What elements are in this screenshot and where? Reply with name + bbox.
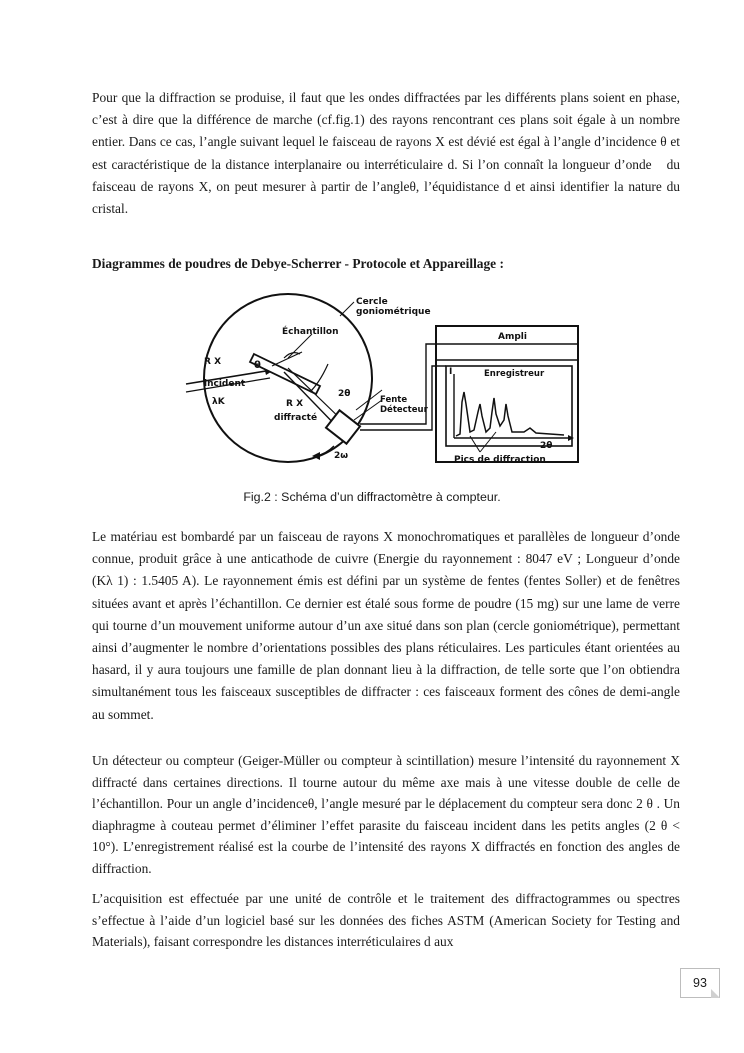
page-number-box bbox=[680, 968, 720, 998]
text-line: Le matériau est bombardé par un faisceau de rayons X monochromatiques et parallèles de bbox=[92, 529, 591, 544]
text-line: spectres s’effectue à l’aide d’un logiciel basé sur les données des fiches ASTM (American bbox=[92, 891, 680, 928]
text-line: Un détecteur ou compteur (Geiger-Müller ou compteur à scintillation) mesure l’intensité du bbox=[92, 753, 597, 768]
label-diffracte: diffracté bbox=[274, 413, 318, 423]
label-fente: Fente bbox=[380, 395, 408, 405]
label-enregistreur: Enregistreur bbox=[484, 369, 545, 379]
text-line: d’un axe situé dans son plan (cercle goniométrique), permettant ainsi d’augmenter le nombre bbox=[92, 617, 680, 656]
text-line: rayonnement X diffracté dans certaines directions. Il tourne autour du même axe mais à une bbox=[92, 753, 680, 790]
text-line: Si l’on connaît la longueur d’onde  du faisceau de rayons X, on peut mesurer à partir de bbox=[92, 156, 680, 194]
figure-caption: Fig.2 : Schéma d’un diffractomètre à compteur. bbox=[243, 490, 501, 504]
text-line: de fentes (fentes Soller) et de fenêtres situées avant et après l’échantillon. Ce dernier est étalé bbox=[92, 573, 680, 611]
text-line: d’orientations possibles des plans réticulaires. Les particules étant orientées au hasard, il y aura bbox=[92, 640, 680, 678]
text-line: vitesse double de celle de l’échantillon. Pour un angle d’incidenceθ, l’angle mesuré par le bbox=[92, 774, 680, 812]
label-two-theta: 2θ bbox=[338, 389, 351, 399]
paragraph-diffraction-condition bbox=[92, 87, 680, 220]
label-intensity: I bbox=[449, 367, 453, 377]
paragraph-detector bbox=[92, 750, 680, 880]
text-line: toujours une famille de plan donnant lieu à la diffraction, de telle sorte que l’on obtiendra bbox=[185, 662, 680, 678]
label-cercle: Cercle bbox=[356, 297, 388, 307]
label-goniometrique: goniométrique bbox=[356, 307, 431, 317]
paragraph-sample-preparation bbox=[92, 526, 680, 726]
text-line: Pour que la diffraction se produise, il faut que les ondes diffractées par les différents plans soient bbox=[92, 90, 630, 105]
label-rx-top: R X bbox=[204, 357, 222, 367]
label-lambda: λK bbox=[212, 397, 225, 407]
electronics-rack bbox=[436, 326, 578, 462]
text-line: égal à l’angle d’incidence θ et est caractéristique de la distance interplanaire ou interréticulaire d. bbox=[92, 134, 680, 172]
diffraction-peaks-curve bbox=[456, 392, 564, 436]
text-line: l’angleθ, l’équidistance d et ainsi identifier la nature du cristal. bbox=[92, 178, 680, 217]
label-two-omega: 2ω bbox=[334, 451, 349, 461]
text-line: déplacement du compteur sera donc 2 θ . Un diaphragme à couteau permet d’éliminer l’effet bbox=[92, 796, 680, 833]
text-line: sous forme de poudre (15 mg) sur une lame de verre qui tourne d’un mouvement uniforme autour bbox=[92, 595, 680, 633]
label-rx-diffracte: R X bbox=[286, 399, 304, 409]
section-heading: Diagrammes de poudres de Debye-Scherrer - Protocole et Appareillage : bbox=[92, 256, 504, 271]
page-number: 93 bbox=[693, 976, 707, 990]
label-axis-2theta: 2θ bbox=[540, 441, 553, 451]
label-detecteur: Détecteur bbox=[380, 405, 428, 415]
text-line: longueur d’onde connue, produit grâce à une anticathode de cuivre (Energie du rayonnement : bbox=[92, 529, 680, 567]
label-ampli: Ampli bbox=[498, 332, 527, 342]
text-line: courbe de l’intensité des rayons X diffractés en fonction des angles de diffraction. bbox=[92, 839, 680, 876]
page-fold-corner bbox=[711, 989, 720, 998]
label-echantillon: Échantillon bbox=[282, 327, 339, 337]
text-line: Society for Testing and Materials), faisant correspondre les distances interréticulaires d aux bbox=[92, 912, 680, 950]
label-pics: Pics de diffraction bbox=[454, 455, 546, 465]
detector-box bbox=[326, 410, 360, 443]
paragraph-acquisition bbox=[92, 888, 680, 953]
text-line: L’acquisition est effectuée par une unité de contrôle et le traitement des diffractogrammes ou bbox=[92, 891, 637, 906]
text-line: demi-angle au sommet. bbox=[92, 684, 680, 722]
label-theta: θ bbox=[254, 360, 261, 371]
text-line: parasite du faisceau incident dans les petits angles (2 θ < 10°). L’enregistrement réalisé est la bbox=[92, 817, 680, 855]
text-line: en phase, c’est à dire que la différence de marche (cf.fig.1) des rayons rencontrant ces plans soit bbox=[92, 90, 680, 128]
diffractometer-figure bbox=[184, 292, 582, 468]
text-line: égale à un nombre entier. Dans ce cas, l’angle suivant lequel le faisceau de rayons X est dévié est bbox=[92, 112, 680, 150]
label-incident: incident bbox=[204, 379, 246, 389]
text-line: simultanément tous les faisceaux susceptibles de diffracter : ces faisceaux forment des cônes de bbox=[92, 684, 620, 700]
text-line: 8047 eV ; Longueur d’onde (Kλ 1) : 1.5405 A). Le rayonnement émis est défini par un système bbox=[92, 551, 681, 589]
